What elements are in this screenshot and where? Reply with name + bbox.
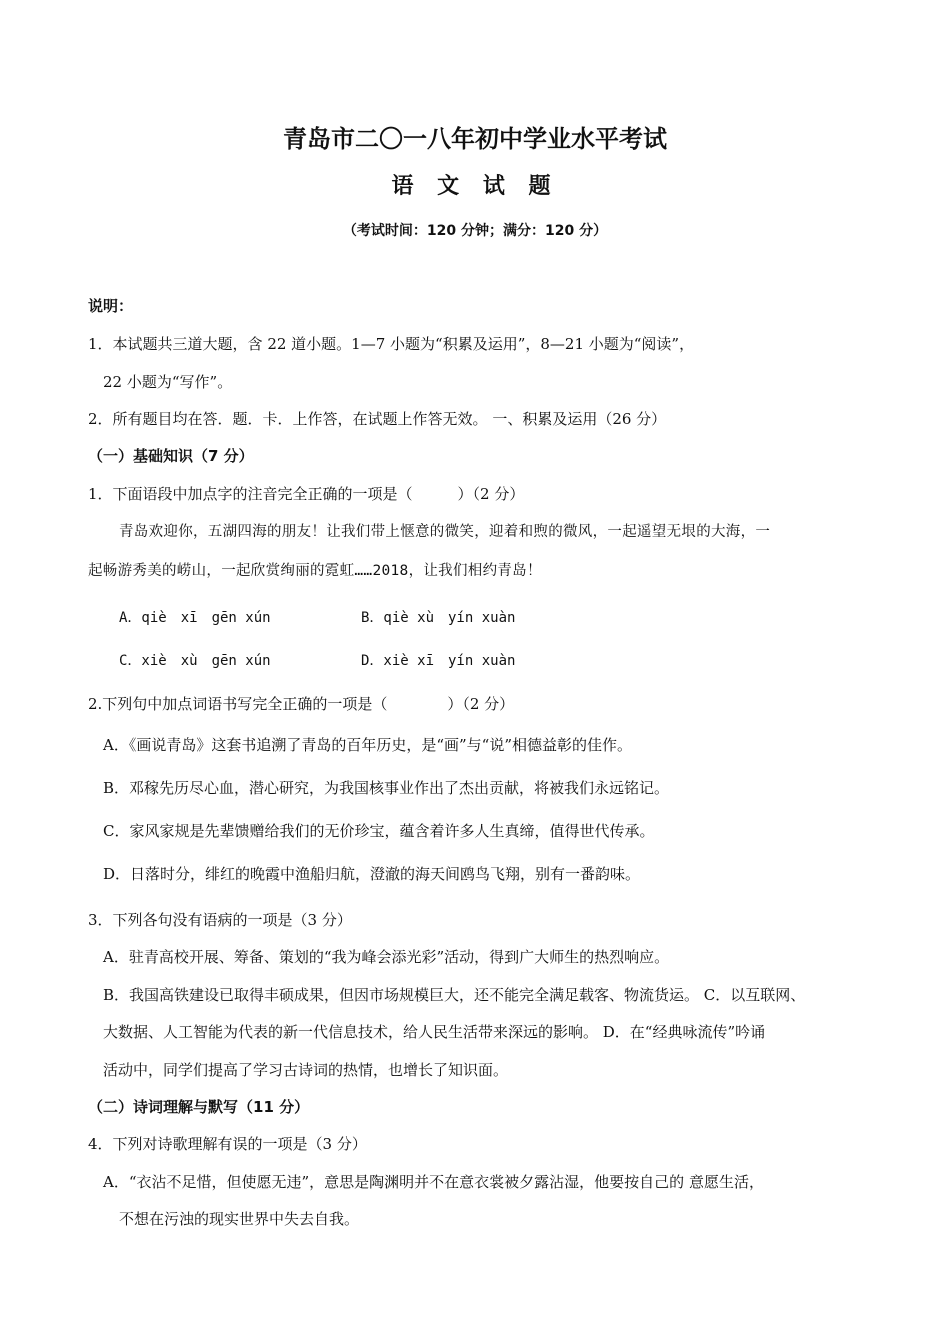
- question-2-option-b: B．邓稼先历尽心血，潜心研究，为我国核事业作出了杰出贡献，将被我们永远铭记。: [103, 779, 670, 797]
- instruction-item-2: 2．所有题目均在答．题．卡．上作答，在试题上作答无效。 一、积累及运用（26 分）: [88, 410, 667, 428]
- question-3-options-c-d: 大数据、人工智能为代表的新一代信息技术，给人民生活带来深远的影响。 D．在“经典咏流传”吟诵: [103, 1023, 766, 1041]
- instructions-heading: 说明：: [88, 297, 134, 315]
- question-1-stem: 1．下面语段中加点字的注音完全正确的一项是（ ）（2 分）: [88, 485, 525, 503]
- exam-subtitle: 语 文 试 题: [391, 174, 559, 199]
- exam-title: 青岛市二〇一八年初中学业水平考试: [283, 125, 667, 153]
- question-4-option-a-continued: 不想在污浊的现实世界中失去自我。: [119, 1210, 360, 1228]
- question-1-option-b: B．qiè xù yín xuàn: [361, 610, 516, 626]
- question-2-option-d: D．日落时分，绯红的晚霞中渔船归航，澄澈的海天间鸥鸟飞翔，别有一番韵味。: [103, 865, 641, 883]
- question-1-passage-line-2: 起畅游秀美的崂山，一起欣赏绚丽的霓虹……2018，让我们相约青岛！: [88, 563, 542, 579]
- question-3-option-d-continued: 活动中，同学们提高了学习古诗词的热情，也增长了知识面。: [103, 1061, 509, 1079]
- question-4-option-a: A．“衣沾不足惜，但使愿无违”，意思是陶渊明并不在意衣裳被夕露沾湿，他要按自己的 意愿生活，: [103, 1173, 764, 1191]
- question-3-stem: 3．下列各句没有语病的一项是（3 分）: [88, 911, 352, 929]
- question-1-option-c: C．xiè xù gēn xún: [119, 653, 271, 669]
- question-3-option-a: A．驻青高校开展、筹备、策划的“我为峰会添光彩”活动，得到广大师生的热烈响应。: [103, 948, 670, 966]
- question-1-passage-line-1: 青岛欢迎你，五湖四海的朋友！让我们带上惬意的微笑，迎着和煦的微风，一起遥望无垠的大海，一: [119, 524, 771, 540]
- question-2-option-c: C．家风家规是先辈馈赠给我们的无价珍宝，蕴含着许多人生真缔，值得世代传承。: [103, 822, 655, 840]
- question-2-stem: 2.下列句中加点词语书写完全正确的一项是（ ）（2 分）: [88, 695, 515, 713]
- exam-time-score: （考试时间：120 分钟；满分：120 分）: [342, 223, 608, 239]
- instruction-item-1-continued: 22 小题为“写作”。: [103, 373, 233, 391]
- instruction-item-1: 1．本试题共三道大题，含 22 道小题。1—7 小题为“积累及运用”，8—21 小题为“阅读”，: [88, 335, 695, 353]
- question-1-option-a: A．qiè xī gēn xún: [119, 610, 271, 626]
- section-poetry-heading: （二）诗词理解与默写（11 分）: [88, 1098, 310, 1116]
- question-1-option-d: D．xiè xī yín xuàn: [361, 653, 516, 669]
- question-2-option-a: A．《画说青岛》这套书追溯了青岛的百年历史，是“画”与“说”相德益彰的佳作。: [103, 736, 633, 754]
- question-4-stem: 4．下列对诗歌理解有误的一项是（3 分）: [88, 1135, 367, 1153]
- section-basic-knowledge-heading: （一）基础知识（7 分）: [88, 447, 254, 465]
- question-3-options-b-c: B．我国高铁建设已取得丰硕成果，但因市场规模巨大，还不能完全满足载客、物流货运。 C．以互联网、: [103, 986, 806, 1004]
